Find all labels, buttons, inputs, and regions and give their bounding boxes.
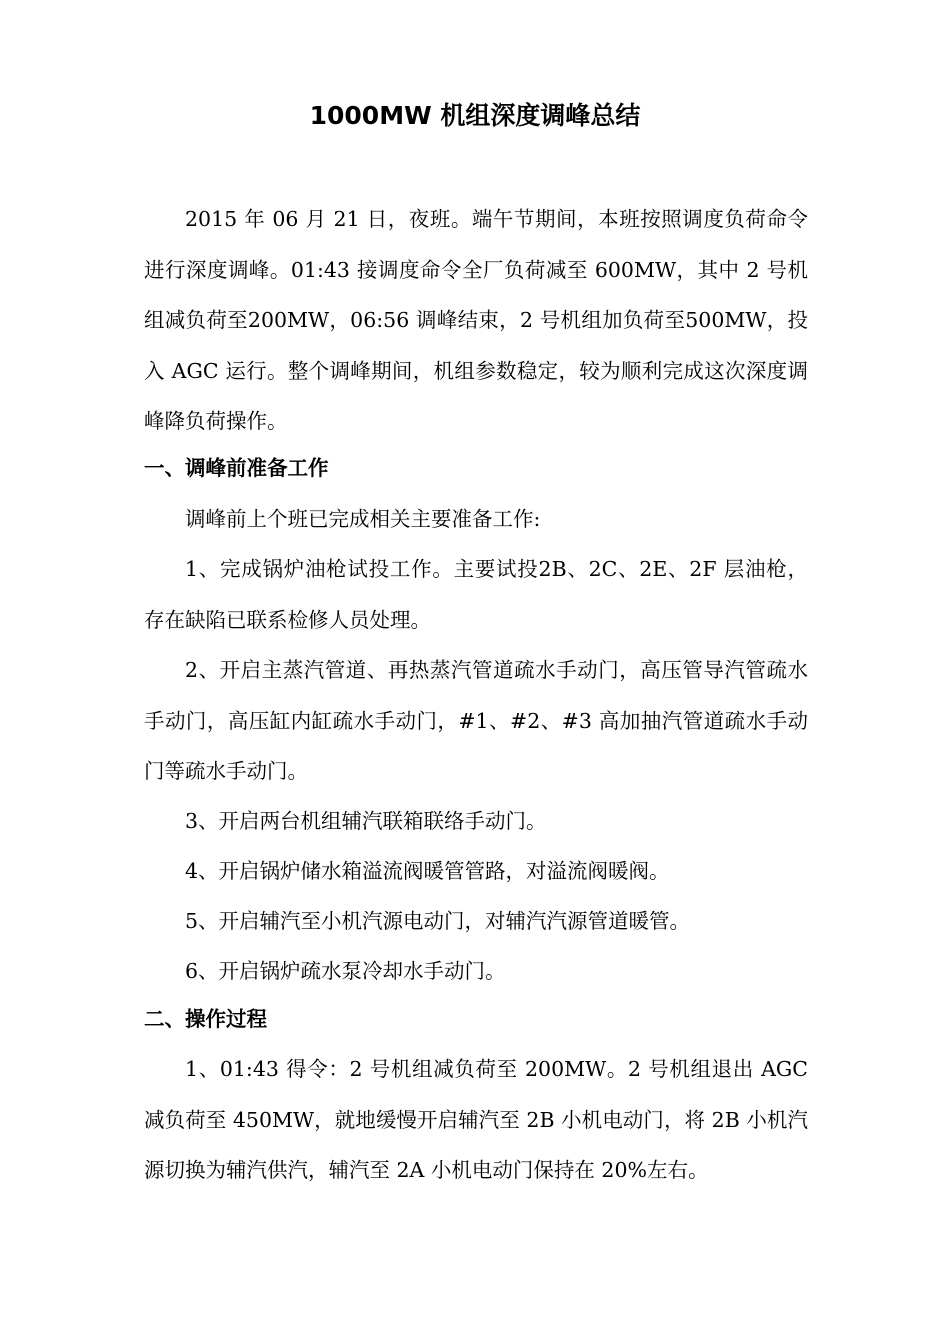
preparation-item-2: 2、开启主蒸汽管道、再热蒸汽管道疏水手动门，高压管导汽管疏水手动门，高压缸内缸疏水手动门，#1、#2、#3 高加抽汽管道疏水手动门等疏水手动门。 [144,658,808,783]
preparation-item-5: 5、开启辅汽至小机汽源电动门，对辅汽汽源管道暖管。 [185,909,691,933]
document-title: 1000MW 机组深度调峰总结 [309,101,641,130]
preparation-item-6: 6、开启锅炉疏水泵冷却水手动门。 [185,959,506,983]
section-heading-preparation: 一、调峰前准备工作 [144,456,329,480]
preparation-intro: 调峰前上个班已完成相关主要准备工作: [185,507,541,531]
preparation-item-4: 4、开启锅炉储水箱溢流阀暖管管路，对溢流阀暖阀。 [185,859,670,883]
operation-item-1: 1、01:43 得令：2 号机组减负荷至 200MW。2 号机组退出 AGC 减负荷至 450MW，就地缓慢开启辅汽至 2B 小机电动门，将 2B 小机汽源切换为辅汽供汽，辅汽至 2A 小机电动门保持在 20%左右。 [144,1057,809,1182]
section-heading-operation: 二、操作过程 [144,1007,267,1031]
intro-paragraph: 2015 年 06 月 21 日，夜班。端午节期间，本班按照调度负荷命令进行深度调峰。01:43 接调度命令全厂负荷减至 600MW，其中 2 号机组减负荷至200MW，06:56 调峰结束，2 号机组加负荷至500MW，投入 AGC 运行。整个调峰期间，机组参数稳定，较为顺利完成这次深度调峰降负荷操作。 [144,207,808,433]
preparation-item-3: 3、开启两台机组辅汽联箱联络手动门。 [185,809,547,833]
preparation-item-1: 1、完成锅炉油枪试投工作。主要试投2B、2C、2E、2F 层油枪，存在缺陷已联系检修人员处理。 [144,557,808,632]
